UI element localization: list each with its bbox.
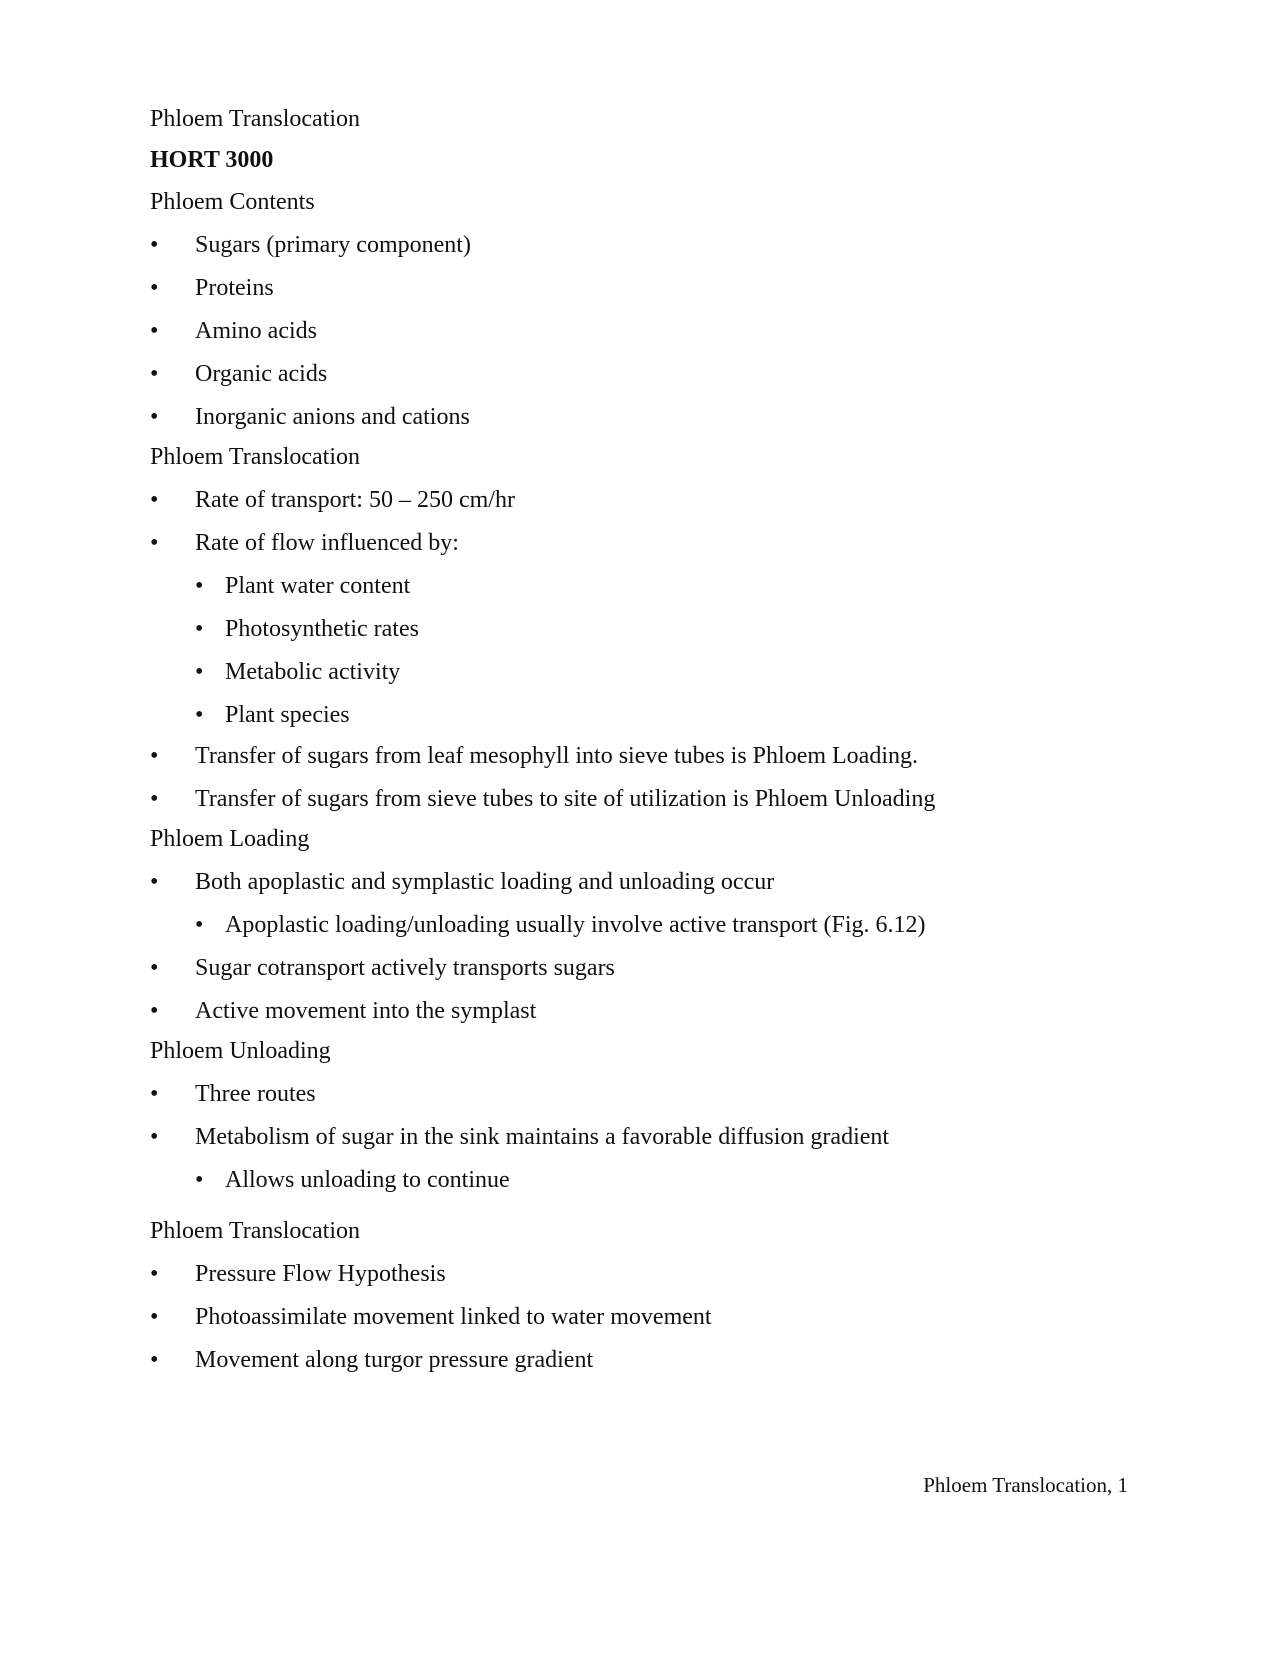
- list-item: Metabolism of sugar in the sink maintains a favorable diffusion gradient: [195, 1124, 890, 1150]
- sub-bullet-icon: •: [195, 616, 204, 642]
- list-item: Active movement into the symplast: [195, 998, 537, 1024]
- bullet-icon: •: [150, 998, 159, 1024]
- list-item: Amino acids: [195, 318, 317, 344]
- list-item: Photoassimilate movement linked to water movement: [195, 1304, 712, 1330]
- section-heading: Phloem Translocation: [150, 1218, 361, 1244]
- section-heading: Phloem Translocation: [150, 444, 361, 470]
- section-heading: Phloem Loading: [150, 826, 310, 852]
- list-item: Organic acids: [195, 361, 328, 387]
- bullet-icon: •: [150, 955, 159, 981]
- section-heading: Phloem Contents: [150, 189, 315, 215]
- sub-bullet-icon: •: [195, 1167, 204, 1193]
- section-heading: Phloem Unloading: [150, 1038, 331, 1064]
- bullet-icon: •: [150, 530, 159, 556]
- sub-bullet-icon: •: [195, 573, 204, 599]
- bullet-icon: •: [150, 275, 159, 301]
- bullet-icon: •: [150, 318, 159, 344]
- list-item: Both apoplastic and symplastic loading and unloading occur: [195, 869, 775, 895]
- list-item: Transfer of sugars from sieve tubes to site of utilization is Phloem Unloading: [195, 786, 936, 812]
- sub-list-item: Plant water content: [225, 573, 411, 599]
- sub-list-item: Metabolic activity: [225, 659, 401, 685]
- bullet-icon: •: [150, 1124, 159, 1150]
- list-item: Sugar cotransport actively transports sugars: [195, 955, 615, 981]
- list-item: Transfer of sugars from leaf mesophyll into sieve tubes is Phloem Loading.: [195, 743, 918, 769]
- list-item: Movement along turgor pressure gradient: [195, 1347, 594, 1373]
- list-item: Inorganic anions and cations: [195, 404, 470, 430]
- list-item: Sugars (primary component): [195, 232, 471, 258]
- bullet-icon: •: [150, 361, 159, 387]
- bullet-icon: •: [150, 1347, 159, 1373]
- sub-bullet-icon: •: [195, 659, 204, 685]
- list-item: Pressure Flow Hypothesis: [195, 1261, 446, 1287]
- bullet-icon: •: [150, 1261, 159, 1287]
- bullet-icon: •: [150, 232, 159, 258]
- bullet-icon: •: [150, 743, 159, 769]
- sub-list-item: Apoplastic loading/unloading usually involve active transport (Fig. 6.12): [225, 912, 926, 938]
- sub-list-item: Allows unloading to continue: [225, 1167, 510, 1193]
- document-title: Phloem Translocation: [150, 106, 361, 132]
- sub-list-item: Photosynthetic rates: [225, 616, 419, 642]
- page-footer: Phloem Translocation, 1: [923, 1473, 1128, 1497]
- course-code: HORT 3000: [150, 147, 274, 173]
- list-item: Rate of flow influenced by:: [195, 530, 459, 556]
- bullet-icon: •: [150, 487, 159, 513]
- bullet-icon: •: [150, 1081, 159, 1107]
- sub-bullet-icon: •: [195, 912, 204, 938]
- list-item: Three routes: [195, 1081, 316, 1107]
- sub-bullet-icon: •: [195, 702, 204, 728]
- bullet-icon: •: [150, 1304, 159, 1330]
- bullet-icon: •: [150, 786, 159, 812]
- sub-list-item: Plant species: [225, 702, 350, 728]
- bullet-icon: •: [150, 869, 159, 895]
- bullet-icon: •: [150, 404, 159, 430]
- list-item: Proteins: [195, 275, 274, 301]
- list-item: Rate of transport: 50 – 250 cm/hr: [195, 487, 515, 513]
